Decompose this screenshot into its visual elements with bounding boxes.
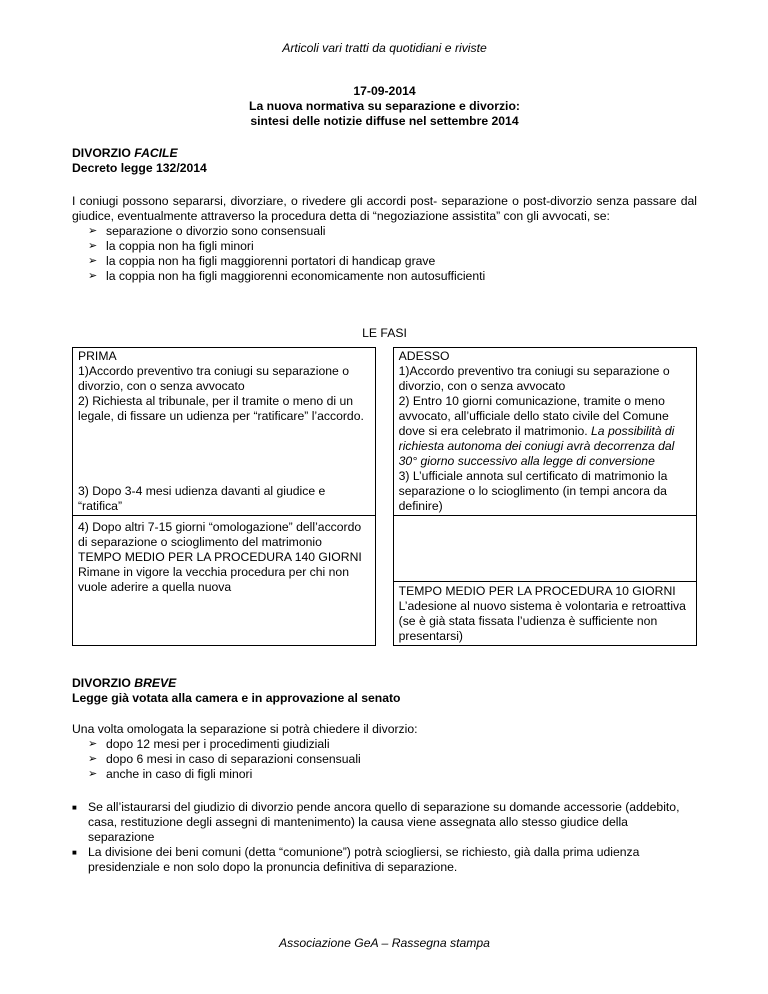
arrowhead-bullet-icon: ➢ — [88, 768, 98, 780]
section-divorzio-facile-heading — [72, 146, 697, 176]
list-item: ➢ la coppia non ha figli minori — [88, 239, 254, 253]
list-item: ➢ anche in caso di figli minori — [88, 767, 253, 781]
arrowhead-bullet-icon: ➢ — [88, 753, 98, 765]
fasi-title: LE FASI — [362, 326, 407, 340]
conditions-list — [72, 224, 697, 284]
notes-list — [72, 800, 697, 875]
square-bullet-icon: ■ — [72, 848, 77, 857]
section-heading-italic: BREVE — [134, 676, 177, 690]
list-item: ➢ dopo 6 mesi in caso di separazioni consensuali — [88, 752, 361, 766]
section-subheading: Decreto legge 132/2014 — [72, 161, 207, 175]
table-cell: TEMPO MEDIO PER LA PROCEDURA 10 GIORNI L’adesione al nuovo sistema è volontaria e retroattiva (se è già stata fissata l’udienza è sufficiente non presentarsi) — [393, 516, 696, 646]
page-header: Articoli vari tratti da quotidiani e riviste — [282, 41, 487, 55]
title-line-1: La nuova normativa su separazione e divorzio: — [249, 99, 520, 113]
page-footer: Associazione GeA – Rassegna stampa — [279, 936, 490, 950]
table-cell: PRIMA 1)Accordo preventivo tra coniugi su separazione o divorzio, con o senza avvocato 2) Richiesta al tribunale, per il tramite o meno di un legale, di fissare un udienza per “ratificare” l’accordo. 3) Dopo 3-4 mesi udienza davanti al giudice e “ratifica” — [73, 348, 376, 516]
list-item: ■ La divisione dei beni comuni (detta “comunione”) potrà sciogliersi, se richiesto, già dalla prima udienza presidenziale e non solo dopo la pronuncia definitiva di separazione. — [72, 845, 640, 874]
section-divorzio-facile-body — [72, 194, 697, 284]
arrowhead-bullet-icon: ➢ — [88, 270, 98, 282]
table-cell: ADESSO 1)Accordo preventivo tra coniugi su separazione o divorzio, con o senza avvocato 2) Entro 10 giorni comunicazione, tramite o meno avvocato, all’ufficiale dello stato civile del Comune dove si era celebrato il matrimonio. La possibilità di richiesta autonoma dei coniugi avrà decorrenza dal 30° giorno successivo alla legge di conversione 3) L’ufficiale annota sul certificato di matrimonio la separazione o lo scioglimento (in tempi ancora da definire) — [393, 348, 696, 516]
conditions-list — [72, 737, 697, 782]
section-heading-italic: FACILE — [134, 146, 178, 160]
section-heading-plain: DIVORZIO — [72, 146, 135, 160]
arrowhead-bullet-icon: ➢ — [88, 738, 98, 750]
title-line-2: sintesi delle notizie diffuse nel settembre 2014 — [250, 114, 519, 128]
intro-paragraph: Una volta omologata la separazione si potrà chiedere il divorzio: — [72, 722, 418, 736]
document-title — [72, 84, 697, 129]
fasi-table — [72, 347, 697, 646]
section-divorzio-breve-heading — [72, 676, 697, 706]
arrowhead-bullet-icon: ➢ — [88, 225, 98, 237]
list-item: ➢ la coppia non ha figli maggiorenni economicamente non autosufficienti — [88, 269, 486, 283]
section-divorzio-breve-body — [72, 722, 697, 782]
list-item: ■ Se all’istaurarsi del giudizio di divorzio pende ancora quello di separazione su domande accessorie (addebito, casa, restituzione degli assegni di mantenimento) la causa viene assegnata allo stesso giudice della separazione — [72, 800, 680, 844]
intro-paragraph: I coniugi possono separarsi, divorziare, o rivedere gli accordi post- separazione o post-divorzio senza passare dal giudice, eventualmente attraverso la procedura detta di “negoziazione assistita” con gli avvocati, se: — [72, 194, 697, 223]
arrowhead-bullet-icon: ➢ — [88, 240, 98, 252]
title-date: 17-09-2014 — [353, 84, 416, 98]
arrowhead-bullet-icon: ➢ — [88, 255, 98, 267]
list-item: ➢ dopo 12 mesi per i procedimenti giudiziali — [88, 737, 330, 751]
square-bullet-icon: ■ — [72, 803, 77, 812]
section-heading-plain: DIVORZIO — [72, 676, 135, 690]
table-cell: 4) Dopo altri 7-15 giorni “omologazione” dell’accordo di separazione o scioglimento del matrimonio TEMPO MEDIO PER LA PROCEDURA 140 GIORNI Rimane in vigore la vecchia procedura per chi non vuole aderire a quella nuova — [73, 516, 376, 646]
list-item: ➢ la coppia non ha figli maggiorenni portatori di handicap grave — [88, 254, 436, 268]
list-item: ➢ separazione o divorzio sono consensuali — [88, 224, 326, 238]
section-subheading: Legge già votata alla camera e in approvazione al senato — [72, 691, 401, 705]
